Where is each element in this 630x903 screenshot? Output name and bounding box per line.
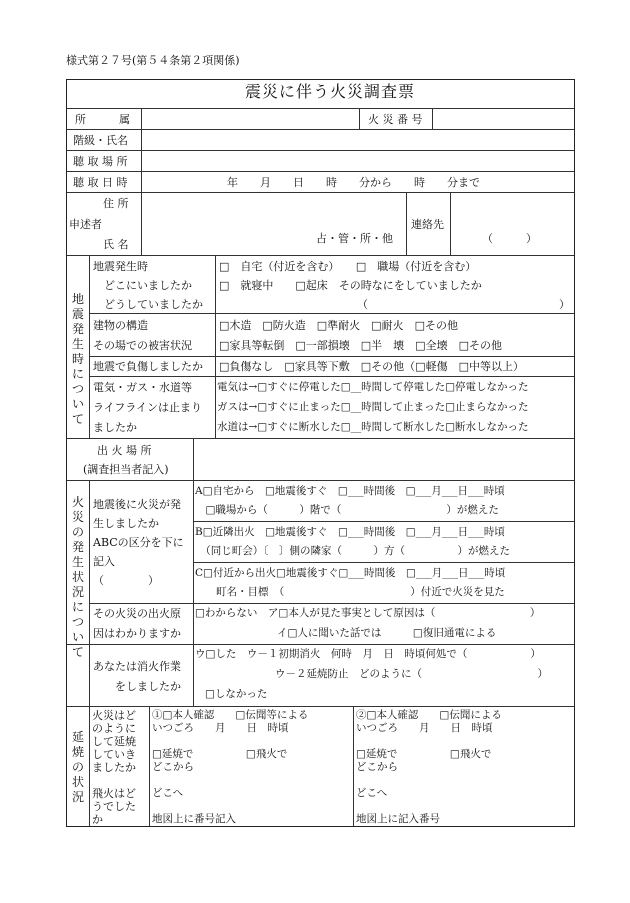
- fire-a3-line2[interactable]: ウ－２延焼防止 どのように（ ）: [275, 668, 548, 680]
- hearing-datetime-fields[interactable]: 年 月 日 時 分から 時 分まで: [227, 176, 480, 189]
- eq-a2-structure[interactable]: □木造 □防火造 □準耐火 □耐火 □その他: [219, 319, 458, 332]
- eq-a1-activity[interactable]: □ 就寝中 □起床 その時なにをしていましたか: [219, 279, 482, 292]
- spread-q-line8: うでした: [92, 800, 136, 813]
- fire-a1-B-line1[interactable]: B□近隣出火 □地震後すぐ □___時間後 □___月___日___時頃: [195, 526, 505, 538]
- spread-col2-confirm[interactable]: ②□本人確認 □伝聞による: [356, 709, 502, 721]
- fire-side-label: 火災の発生状況について: [71, 495, 84, 659]
- eq-q4-line1: 電気・ガス・水道等: [93, 381, 192, 394]
- spread-col2-to[interactable]: どこへ: [356, 787, 388, 799]
- eq-q1-line3: どうしていましたか: [93, 298, 203, 311]
- eq-q1-line2: どこにいましたか: [93, 279, 192, 292]
- fire-q1-line1: 地震後に火災が発: [93, 498, 181, 511]
- fire-a1-B-line2[interactable]: （同じ町会）〔 〕側の隣家（ ）方（ ）が燃えた: [195, 545, 510, 557]
- fire-a1-A-line2[interactable]: □職場から（ ）階で（ ）が燃えた: [195, 504, 499, 516]
- spread-q-line3: して延焼: [92, 735, 136, 748]
- spread-col1-type[interactable]: □延焼で □飛火で: [152, 748, 288, 760]
- fire-a1-C-line2[interactable]: 町名・目標 （ ）付近で火災を見た: [195, 586, 505, 598]
- spread-col1-to[interactable]: どこへ: [152, 787, 184, 799]
- eq-a3-injury[interactable]: □負傷なし □家具等下敷 □その他（□軽傷 □中等以上）: [219, 360, 524, 373]
- spread-q-line5: ましたか: [92, 761, 136, 774]
- eq-a1-paren-close[interactable]: ）: [559, 298, 570, 311]
- fire-q3-line2: をしましたか: [115, 680, 181, 693]
- spread-q-line2: のように: [92, 722, 136, 735]
- spread-q-line9: か: [92, 813, 103, 826]
- rank-name-label: 階級・氏名: [73, 134, 128, 147]
- form-number: 様式第２７号(第５４条第２項関係): [66, 54, 240, 67]
- survey-form: [66, 79, 575, 827]
- spread-col1-map-note: 地図上に番号記入: [152, 813, 236, 825]
- spread-col2-from[interactable]: どこから: [356, 761, 398, 773]
- fire-q1-line2: 生しましたか: [93, 517, 159, 530]
- fire-q2-line2: 因はわかりますか: [93, 627, 181, 640]
- spread-col2-when[interactable]: いつごろ 月 日 時頃: [356, 722, 493, 734]
- eq-a4-water[interactable]: 水道は→□すぐに断水した□__時間して断水した□断水しなかった: [217, 421, 529, 433]
- outbreak-place-label: 出 火 場 所: [97, 444, 152, 457]
- eq-a1-location[interactable]: □ 自宅（付近を含む） □ 職場（付近を含む）: [219, 260, 477, 273]
- form-title: 震災に伴う火災調査票: [245, 82, 416, 101]
- fire-q1-abc-answer[interactable]: （ ）: [93, 574, 159, 587]
- address-label: 住 所: [103, 197, 129, 210]
- spread-col1-when[interactable]: いつごろ 月 日 時頃: [152, 722, 289, 734]
- eq-a4-electricity[interactable]: 電気は→□すぐに停電した□__時間して停電した□停電しなかった: [217, 381, 529, 393]
- earthquake-side-label: 地震発生時について: [71, 292, 84, 426]
- relation-options[interactable]: 占・管・所・他: [316, 232, 393, 245]
- fire-q1-line3: ABCの区分を下に: [93, 536, 184, 549]
- spread-q-line7: 飛火はど: [92, 787, 136, 800]
- declarant-name-label: 氏 名: [103, 238, 129, 251]
- eq-q4-line3: ましたか: [93, 421, 137, 434]
- fire-a2-line1[interactable]: □わからない ア□本人が見た事実として原因は（ ）: [195, 607, 541, 619]
- eq-a2-damage[interactable]: □家具等転倒 □一部損壊 □半 壊 □全壊 □その他: [219, 339, 502, 352]
- declarant-label: 申述者: [69, 218, 102, 231]
- eq-q2-line1: 建物の構造: [93, 319, 148, 332]
- contact-paren[interactable]: （ ）: [482, 232, 537, 245]
- outbreak-place-note: (調査担当者記入): [83, 463, 169, 476]
- fire-a1-A-line1[interactable]: A□自宅から □地震後すぐ □___時間後 □___月___日___時頃: [195, 485, 505, 497]
- eq-a4-gas[interactable]: ガスは→□すぐに止まった□__時間して止まった□止まらなかった: [217, 401, 529, 413]
- fire-a3-line3[interactable]: □しなかった: [205, 688, 268, 700]
- contact-label: 連絡先: [411, 218, 444, 231]
- spread-col2-map-note: 地図上に記入番号: [356, 813, 440, 825]
- affiliation-label: 所 属: [75, 113, 130, 126]
- fire-a3-line1[interactable]: ウ□した ウ－１初期消火 何時 月 日 時頃何処で（ ）: [195, 648, 541, 660]
- eq-a1-paren-open[interactable]: （: [357, 298, 368, 311]
- eq-q4-line2: ライフラインは止まり: [93, 401, 203, 414]
- fire-a2-line2[interactable]: イ□人に聞いた話では □復旧通電による: [277, 627, 497, 639]
- fire-q1-line4: 記入: [93, 555, 115, 568]
- spread-col2-type[interactable]: □延焼で □飛火で: [356, 748, 492, 760]
- fire-q3-line1: あなたは消火作業: [93, 660, 181, 673]
- fire-q2-line1: その火災の出火原: [93, 607, 181, 620]
- eq-q1-line1: 地震発生時: [93, 260, 148, 273]
- eq-q3: 地震で負傷しましたか: [93, 360, 203, 373]
- spread-q-line1: 火災はど: [92, 709, 136, 722]
- fire-a1-C-line1[interactable]: C□付近から出火□地震後すぐ□___時間後 □___月___日___時頃: [195, 567, 506, 579]
- eq-q2-line2: その場での被害状況: [93, 339, 192, 352]
- spread-q-line4: していき: [92, 748, 136, 761]
- spread-col1-from[interactable]: どこから: [152, 761, 194, 773]
- hearing-datetime-label: 聴 取 日 時: [73, 176, 128, 189]
- hearing-place-label: 聴 取 場 所: [73, 155, 128, 168]
- spread-col1-confirm[interactable]: ①□本人確認 □伝聞等による: [152, 709, 309, 721]
- spread-side-label: 延焼の状況: [71, 730, 84, 804]
- fire-number-label: 火 災 番 号: [368, 113, 423, 126]
